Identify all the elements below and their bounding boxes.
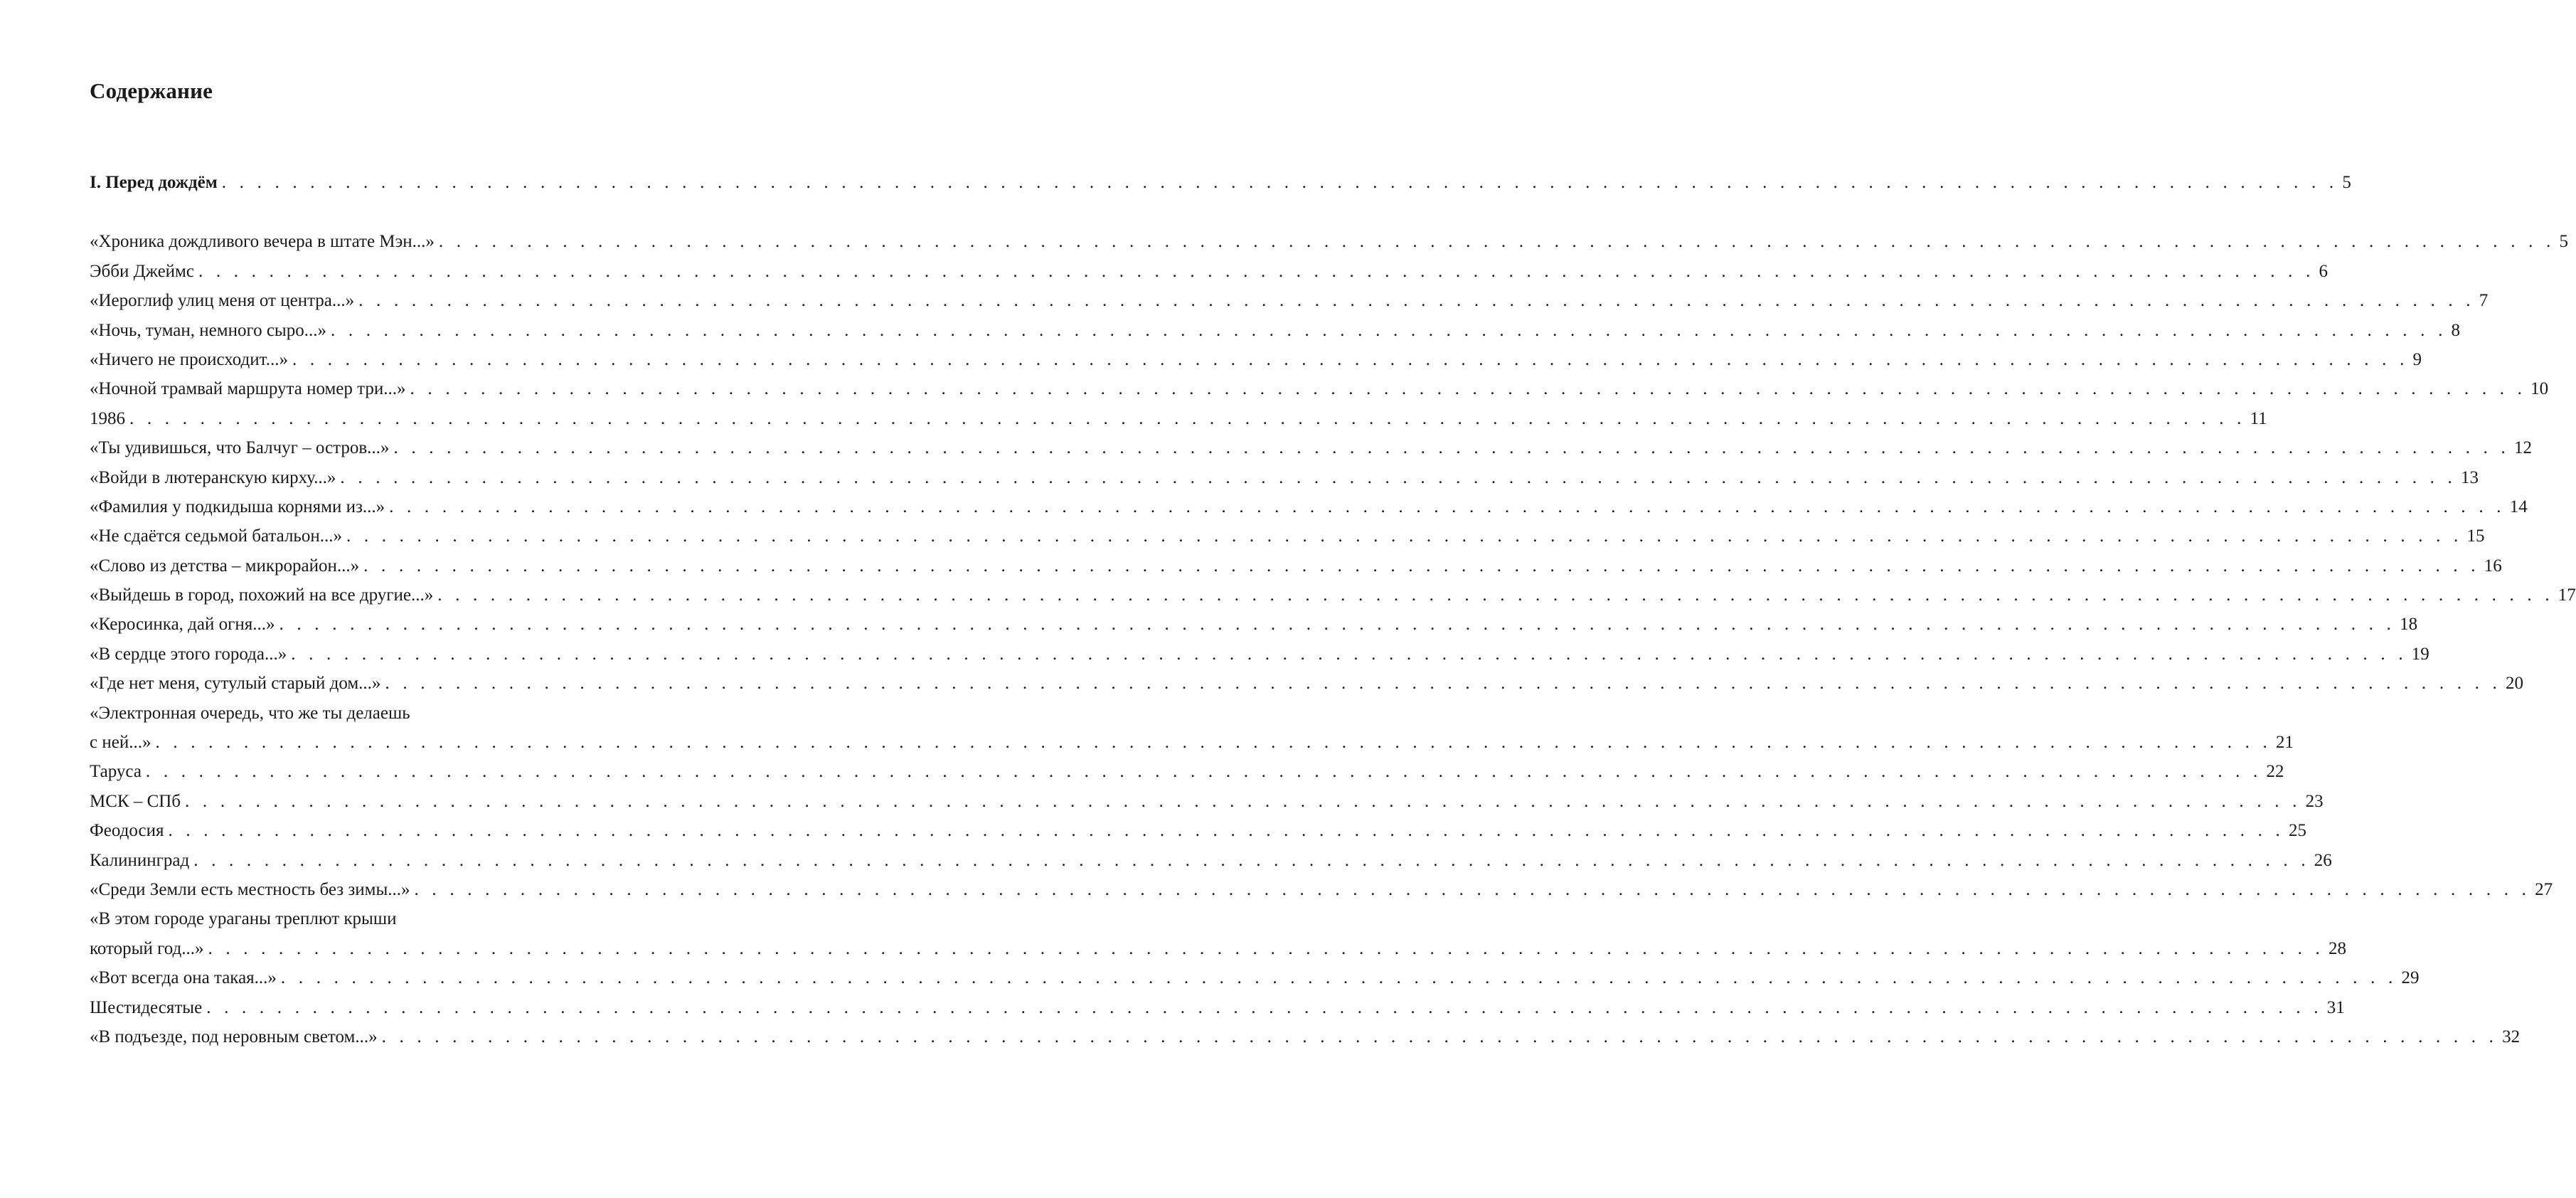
toc-entry[interactable] bbox=[90, 728, 2294, 757]
toc-entry-page: 15 bbox=[2466, 526, 2485, 546]
toc-entry-title: с ней...» bbox=[90, 733, 151, 753]
toc-entry-page: 14 bbox=[2509, 497, 2528, 516]
toc-entry[interactable] bbox=[90, 875, 2553, 904]
toc-entry-page: 25 bbox=[2289, 821, 2307, 841]
toc-entry[interactable] bbox=[90, 551, 2502, 581]
toc-entry-page: 19 bbox=[2411, 644, 2429, 664]
toc-entry-title: «Хроника дождливого вечера в штате Мэн...» bbox=[90, 232, 435, 252]
toc-entry-page: 23 bbox=[2305, 791, 2324, 811]
toc-entry-page: 28 bbox=[2328, 938, 2347, 958]
toc-entry-page: 29 bbox=[2401, 968, 2420, 988]
toc-entry-page: 6 bbox=[2319, 261, 2328, 281]
toc-entry-title: «Среди Земли есть местность без зимы...» bbox=[90, 879, 410, 899]
dot-leader: . . . . . . . . . . . . . . . . . . . . . . . . . . . . . . . . . . . . . . . . . . . . . . . . . . . . . . . . . . . . . . . . . . . . . . . . . . . . . . . . . . . . . . . . . . . . . . . . . . . . . . . . . . . . . . . . . . . . . . . . bbox=[363, 556, 2480, 576]
toc-entry-page: 11 bbox=[2250, 408, 2267, 428]
dot-leader: . . . . . . . . . . . . . . . . . . . . . . . . . . . . . . . . . . . . . . . . . . . . . . . . . . . . . . . . . . . . . . . . . . . . . . . . . . . . . . . . . . . . . . . . . . . . . . . . . . . . . . . . . . . . . . . . . . . . . . . . bbox=[129, 408, 2246, 428]
toc-entry-title: 1986 bbox=[90, 408, 125, 428]
toc-section[interactable] bbox=[90, 168, 2351, 197]
dot-leader: . . . . . . . . . . . . . . . . . . . . . . . . . . . . . . . . . . . . . . . . . . . . . . . . . . . . . . . . . . . . . . . . . . . . . . . . . . . . . . . . . . . . . . . . . . . . . . . . . . . . . . . . . . . . . . . . . . . . . . . . bbox=[385, 674, 2501, 694]
toc-entry-title: «Где нет меня, сутулый старый дом...» bbox=[90, 674, 381, 694]
dot-leader: . . . . . . . . . . . . . . . . . . . . . . . . . . . . . . . . . . . . . . . . . . . . . . . . . . . . . . . . . . . . . . . . . . . . . . . . . . . . . . . . . . . . . . . . . . . . . . . . . . . . . . . . . . . . . . . . . . . . . . . . bbox=[393, 438, 2510, 458]
toc-entry-page: 26 bbox=[2314, 850, 2332, 870]
toc-entry-title: «В подъезде, под неровным светом...» bbox=[90, 1027, 378, 1046]
toc-entry-title-line1: «Электронная очередь, что же ты делаешь bbox=[90, 703, 410, 723]
dot-leader: . . . . . . . . . . . . . . . . . . . . . . . . . . . . . . . . . . . . . . . . . . . . . . . . . . . . . . . . . . . . . . . . . . . . . . . . . . . . . . . . . . . . . . . . . . . . . . . . . . . . . . . . . . . . . . . . . . . . . . . . bbox=[389, 497, 2506, 516]
dot-leader: . . . . . . . . . . . . . . . . . . . . . . . . . . . . . . . . . . . . . . . . . . . . . . . . . . . . . . . . . . . . . . . . . . . . . . . . . . . . . . . . . . . . . . . . . . . . . . . . . . . . . . . . . . . . . . . . . . . . . . . . bbox=[280, 968, 2397, 988]
toc-entry-page: 20 bbox=[2505, 674, 2523, 694]
dot-leader: . . . . . . . . . . . . . . . . . . . . . . . . . . . . . . . . . . . . . . . . . . . . . . . . . . . . . . . . . . . . . . . . . . . . . . . . . . . . . . . . . . . . . . . . . . . . . . . . . . . . . . . . . . . . . . . . . . . . . . . . bbox=[330, 320, 2447, 340]
dot-leader: . . . . . . . . . . . . . . . . . . . . . . . . . . . . . . . . . . . . . . . . . . . . . . . . . . . . . . . . . . . . . . . . . . . . . . . . . . . . . . . . . . . . . . . . . . . . . . . . . . . . . . . . . . . . . . . . . . . . . . . . bbox=[208, 938, 2325, 958]
dot-leader: . . . . . . . . . . . . . . . . . . . . . . . . . . . . . . . . . . . . . . . . . . . . . . . . . . . . . . . . . . . . . . . . . . . . . . . . . . . . . . . . . . . . . . . . . . . . . . . . . . . . . . . . . . . . . . . . . . . . . . . . bbox=[279, 615, 2396, 635]
toc-entry[interactable] bbox=[90, 640, 2429, 669]
toc-entry-title-line1: «В этом городе ураганы треплют крыши bbox=[90, 909, 397, 929]
dot-leader: . . . . . . . . . . . . . . . . . . . . . . . . . . . . . . . . . . . . . . . . . . . . . . . . . . . . . . . . . . . . . . . . . . . . . . . . . . . . . . . . . . . . . . . . . . . . . . . . . . . . . . . . . . . . . . . . . . . . . . . . bbox=[414, 879, 2531, 899]
toc-entry[interactable] bbox=[90, 757, 2284, 786]
toc-entry[interactable] bbox=[90, 669, 2523, 698]
dot-leader: . . . . . . . . . . . . . . . . . . . . . . . . . . . . . . . . . . . . . . . . . . . . . . . . . . . . . . . . . . . . . . . . . . . . . . . . . . . . . . . . . . . . . . . . . . . . . . . . . . . . . . . . . . . . . . . . . . . . . . . . bbox=[168, 821, 2285, 841]
toc-entry[interactable] bbox=[90, 521, 2485, 551]
toc-entry-title: «Ты удивишься, что Балчуг – остров...» bbox=[90, 438, 390, 458]
toc-entry[interactable] bbox=[90, 610, 2418, 639]
dot-leader: . . . . . . . . . . . . . . . . . . . . . . . . . . . . . . . . . . . . . . . . . . . . . . . . . . . . . . . . . . . . . . . . . . . . . . . . . . . . . . . . . . . . . . . . . . . . . . . . . . . . . . . . . . . . . . . . . . . . . . . . bbox=[358, 291, 2475, 311]
toc-entry-title: «Выйдешь в город, похожий на все другие...» bbox=[90, 585, 434, 605]
toc-entry-title: Эбби Джеймс bbox=[90, 261, 194, 281]
toc-entry-title: «В сердце этого города...» bbox=[90, 644, 287, 664]
toc-entry-page: 12 bbox=[2514, 438, 2532, 458]
toc-entry[interactable] bbox=[90, 316, 2461, 345]
toc-entry-page: 10 bbox=[2530, 379, 2549, 399]
dot-leader: . . . . . . . . . . . . . . . . . . . . . . . . . . . . . . . . . . . . . . . . . . . . . . . . . . . . . . . . . . . . . . . . . . . . . . . . . . . . . . . . . . . . . . . . . . . . . . . . . . . . . . . . . . . . . . . . . . . . . . . . bbox=[145, 762, 2262, 782]
toc-entry-page: 21 bbox=[2276, 733, 2294, 753]
toc-entry-page: 13 bbox=[2460, 467, 2479, 487]
toc-entry-title: «Вот всегда она такая...» bbox=[90, 968, 277, 988]
toc-entry[interactable] bbox=[90, 787, 2324, 816]
toc-entry-page: 16 bbox=[2484, 556, 2502, 576]
toc-entry-title: «Керосинка, дай огня...» bbox=[90, 615, 275, 635]
toc-entry-page: 32 bbox=[2502, 1027, 2521, 1046]
dot-leader: . . . . . . . . . . . . . . . . . . . . . . . . . . . . . . . . . . . . . . . . . . . . . . . . . . . . . . . . . . . . . . . . . . . . . . . . . . . . . . . . . . . . . . . . . . . . . . . . . . . . . . . . . . . . . . . . . . . . . . . . bbox=[155, 733, 2272, 753]
table-of-contents bbox=[90, 168, 2576, 1051]
toc-entry[interactable] bbox=[90, 374, 2549, 403]
toc-entry-title: «Слово из детства – микрорайон...» bbox=[90, 556, 360, 576]
toc-entry[interactable] bbox=[90, 581, 2576, 610]
dot-leader: . . . . . . . . . . . . . . . . . . . . . . . . . . . . . . . . . . . . . . . . . . . . . . . . . . . . . . . . . . . . . . . . . . . . . . . . . . . . . . . . . . . . . . . . . . . . . . . . . . . . . . . . . . . . . . . . . . . . . . . . bbox=[438, 232, 2555, 252]
toc-entry-title: Калининград bbox=[90, 850, 190, 870]
dot-leader: . . . . . . . . . . . . . . . . . . . . . . . . . . . . . . . . . . . . . . . . . . . . . . . . . . . . . . . . . . . . . . . . . . . . . . . . . . . . . . . . . . . . . . . . . . . . . . . . . . . . . . . . . . . . . . . . . . . . . . . . bbox=[410, 379, 2527, 399]
dot-leader: . . . . . . . . . . . . . . . . . . . . . . . . . . . . . . . . . . . . . . . . . . . . . . . . . . . . . . . . . . . . . . . . . . . . . . . . . . . . . . . . . . . . . . . . . . . . . . . . . . . . . . . . . . . . . . . . . . . . . . . . bbox=[346, 526, 2463, 546]
toc-entry-page: 22 bbox=[2266, 762, 2284, 782]
toc-entry[interactable] bbox=[90, 492, 2528, 521]
toc-entry[interactable] bbox=[90, 404, 2267, 433]
toc-entry-title: Шестидесятые bbox=[90, 997, 203, 1017]
toc-entry[interactable] bbox=[90, 816, 2307, 845]
toc-section-title: I. Перед дождём bbox=[90, 173, 218, 192]
dot-leader: . . . . . . . . . . . . . . . . . . . . . . . . . . . . . . . . . . . . . . . . . . . . . . . . . . . . . . . . . . . . . . . . . . . . . . . . . . . . . . . . . . . . . . . . . . . . . . . . . . . . . . . . . . . . . . . . . . . . . . . . bbox=[185, 791, 2301, 811]
toc-entry-page: 31 bbox=[2326, 997, 2345, 1017]
toc-entry-page: 7 bbox=[2479, 291, 2489, 311]
page-title: Содержание bbox=[90, 78, 213, 103]
toc-entry-title: «Ничего не происходит...» bbox=[90, 349, 288, 369]
toc-entry-title: «Войди в лютеранскую кирху...» bbox=[90, 467, 336, 487]
toc-entry-first-line[interactable] bbox=[90, 904, 599, 933]
toc-entry[interactable] bbox=[90, 286, 2489, 315]
toc-entry[interactable] bbox=[90, 846, 2332, 875]
toc-entry-title: Феодосия bbox=[90, 821, 164, 841]
toc-entry[interactable] bbox=[90, 1022, 2521, 1051]
dot-leader: . . . . . . . . . . . . . . . . . . . . . . . . . . . . . . . . . . . . . . . . . . . . . . . . . . . . . . . . . . . . . . . . . . . . . . . . . . . . . . . . . . . . . . . . . . . . . . . . . . . . . . . . . . . . . . . . . . . . . . . . bbox=[193, 850, 2310, 870]
dot-leader: . . . . . . . . . . . . . . . . . . . . . . . . . . . . . . . . . . . . . . . . . . . . . . . . . . . . . . . . . . . . . . . . . . . . . . . . . . . . . . . . . . . . . . . . . . . . . . . . . . . . . . . . . . . . . . . . . . . . . . . . bbox=[340, 467, 2457, 487]
dot-leader: . . . . . . . . . . . . . . . . . . . . . . . . . . . . . . . . . . . . . . . . . . . . . . . . . . . . . . . . . . . . . . . . . . . . . . . . . . . . . . . . . . . . . . . . . . . . . . . . . . . . . . . . . . . . . . . . . . . . . . . . bbox=[292, 349, 2409, 369]
dot-leader: . . . . . . . . . . . . . . . . . . . . . . . . . . . . . . . . . . . . . . . . . . . . . . . . . . . . . . . . . . . . . . . . . . . . . . . . . . . . . . . . . . . . . . . . . . . . . . . . . . . . . . . . . . . . . . . . . . . . . . . . bbox=[221, 173, 2338, 192]
toc-section-page: 5 bbox=[2342, 173, 2351, 192]
toc-entry-title: который год...» bbox=[90, 938, 204, 958]
toc-entry-title: Таруса bbox=[90, 762, 142, 782]
dot-leader: . . . . . . . . . . . . . . . . . . . . . . . . . . . . . . . . . . . . . . . . . . . . . . . . . . . . . . . . . . . . . . . . . . . . . . . . . . . . . . . . . . . . . . . . . . . . . . . . . . . . . . . . . . . . . . . . . . . . . . . . bbox=[291, 644, 2407, 664]
toc-entry[interactable] bbox=[90, 433, 2532, 462]
toc-entry-first-line[interactable] bbox=[90, 699, 599, 728]
toc-entry[interactable] bbox=[90, 463, 2479, 492]
toc-entry[interactable] bbox=[90, 993, 2345, 1022]
toc-entry[interactable] bbox=[90, 227, 2568, 256]
toc-entry-page: 8 bbox=[2451, 320, 2461, 340]
toc-entry[interactable] bbox=[90, 963, 2420, 992]
toc-entry-page: 9 bbox=[2412, 349, 2422, 369]
toc-entry-title: МСК – СПб bbox=[90, 791, 181, 811]
dot-leader: . . . . . . . . . . . . . . . . . . . . . . . . . . . . . . . . . . . . . . . . . . . . . . . . . . . . . . . . . . . . . . . . . . . . . . . . . . . . . . . . . . . . . . . . . . . . . . . . . . . . . . . . . . . . . . . . . . . . . . . . bbox=[381, 1027, 2498, 1046]
dot-leader: . . . . . . . . . . . . . . . . . . . . . . . . . . . . . . . . . . . . . . . . . . . . . . . . . . . . . . . . . . . . . . . . . . . . . . . . . . . . . . . . . . . . . . . . . . . . . . . . . . . . . . . . . . . . . . . . . . . . . . . . bbox=[437, 585, 2554, 605]
toc-entry[interactable] bbox=[90, 934, 2347, 963]
toc-entry-page: 27 bbox=[2535, 879, 2553, 899]
dot-leader: . . . . . . . . . . . . . . . . . . . . . . . . . . . . . . . . . . . . . . . . . . . . . . . . . . . . . . . . . . . . . . . . . . . . . . . . . . . . . . . . . . . . . . . . . . . . . . . . . . . . . . . . . . . . . . . . . . . . . . . . bbox=[206, 997, 2323, 1017]
toc-entry-title: «Фамилия у подкидыша корнями из...» bbox=[90, 497, 385, 516]
toc-entry[interactable] bbox=[90, 345, 2422, 374]
toc-entry-title: «Иероглиф улиц меня от центра...» bbox=[90, 291, 355, 311]
toc-entry[interactable] bbox=[90, 257, 2328, 286]
toc-entry-title: «Ночь, туман, немного сыро...» bbox=[90, 320, 326, 340]
toc-entry-page: 17 bbox=[2558, 585, 2576, 605]
toc-entry-page: 5 bbox=[2559, 232, 2568, 252]
dot-leader: . . . . . . . . . . . . . . . . . . . . . . . . . . . . . . . . . . . . . . . . . . . . . . . . . . . . . . . . . . . . . . . . . . . . . . . . . . . . . . . . . . . . . . . . . . . . . . . . . . . . . . . . . . . . . . . . . . . . . . . . bbox=[198, 261, 2315, 281]
toc-entry-title: «Не сдаётся седьмой батальон...» bbox=[90, 526, 342, 546]
toc-entry-page: 18 bbox=[2400, 615, 2418, 635]
toc-entry-title: «Ночной трамвай маршрута номер три...» bbox=[90, 379, 406, 399]
